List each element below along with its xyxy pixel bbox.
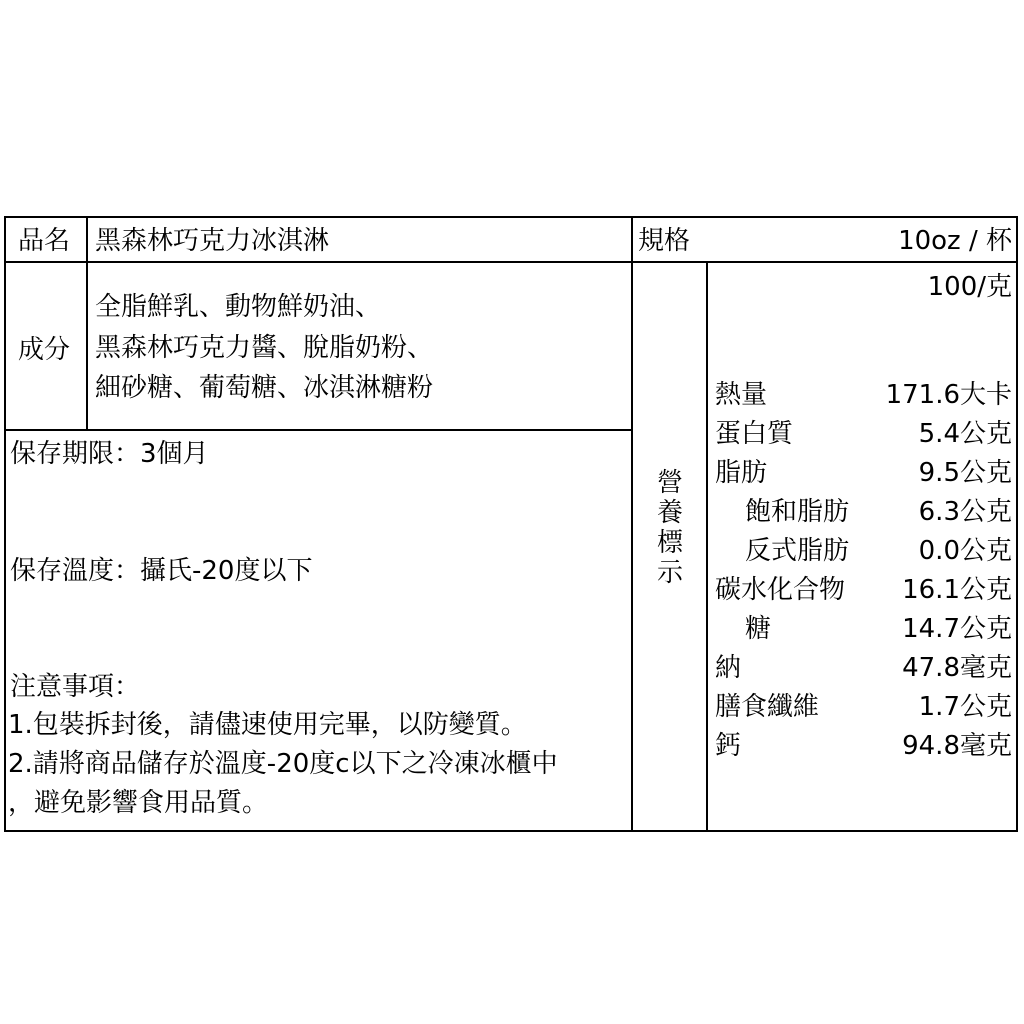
spec-value: 10oz / 杯: [898, 226, 1012, 256]
nutrient-value: 9.5公克: [918, 458, 1012, 488]
nutrient-name: 反式脂肪: [745, 536, 850, 566]
ingredients-line: 全脂鮮乳、動物鮮奶油、: [95, 292, 382, 322]
nutrient-name: 納: [715, 653, 742, 683]
spec-label: 規格: [638, 226, 691, 256]
ingredients-line: 細砂糖、葡萄糖、冰淇淋糖粉: [95, 373, 434, 403]
nutrient-value: 16.1公克: [902, 575, 1012, 605]
nutrition-per: 100/克: [927, 272, 1012, 302]
nutrient-name: 熱量: [715, 380, 768, 410]
nutrient-name: 碳水化合物: [715, 575, 846, 605]
nutrient-name: 脂肪: [715, 458, 768, 488]
note-line: ，避免影響食用品質。: [8, 788, 269, 818]
shelf-life: 保存期限：3個月: [10, 439, 209, 469]
ingredients-label: 成分: [18, 335, 71, 365]
nutrient-name: 鈣: [715, 731, 742, 761]
nutrient-name: 蛋白質: [715, 419, 794, 449]
storage-temperature: 保存溫度：攝氏-20度以下: [10, 556, 313, 586]
nutrient-name: 膳食纖維: [715, 692, 820, 722]
notes-title: 注意事項：: [10, 672, 141, 702]
nutrition-label: 營養標示: [656, 468, 683, 588]
note-line: 1.包裝拆封後，請儘速使用完畢，以防變質。: [8, 710, 527, 740]
header-divider: [4, 261, 1018, 263]
nutrient-name: 飽和脂肪: [745, 497, 850, 527]
note-line: 2.請將商品儲存於溫度-20度c以下之冷凍冰櫃中: [8, 749, 558, 779]
ingredients-bottom-divider: [4, 429, 633, 431]
nutrition-label-divider: [706, 261, 708, 832]
nutrient-value: 1.7公克: [918, 692, 1012, 722]
nutrient-value: 0.0公克: [918, 536, 1012, 566]
nutrient-name: 糖: [745, 614, 772, 644]
nutrient-value: 14.7公克: [902, 614, 1012, 644]
nutrient-value: 171.6大卡: [885, 380, 1012, 410]
ingredients-line: 黑森林巧克力醬、脫脂奶粉、: [95, 333, 434, 363]
product-name-value: 黑森林巧克力冰淇淋: [95, 226, 330, 256]
nutrient-value: 94.8毫克: [902, 731, 1012, 761]
name-label-divider: [86, 216, 88, 430]
nutrient-value: 6.3公克: [918, 497, 1012, 527]
center-divider: [631, 216, 633, 832]
nutrient-value: 5.4公克: [918, 419, 1012, 449]
product-name-label: 品名: [18, 226, 71, 256]
nutrient-value: 47.8毫克: [902, 653, 1012, 683]
